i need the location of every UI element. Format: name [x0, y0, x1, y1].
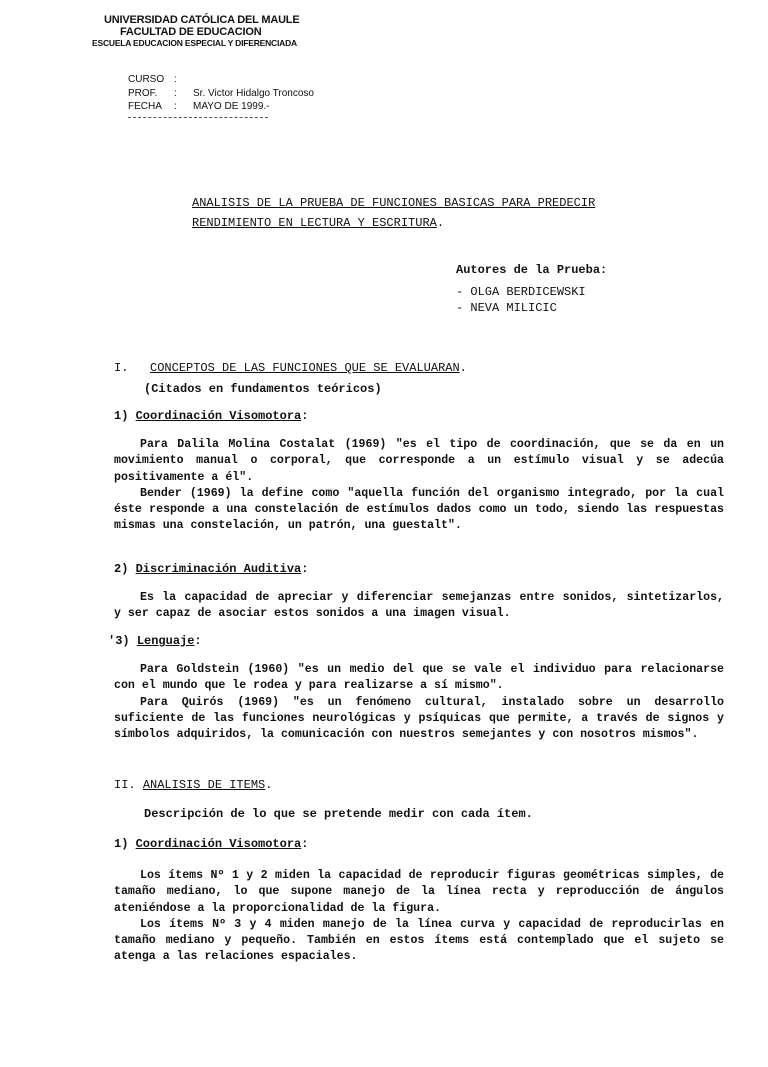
s2-item1-number: 1) — [114, 837, 129, 851]
section-2-heading — [114, 778, 272, 792]
s1-item2-title: Discriminación Auditiva — [135, 562, 302, 576]
s1-item3-heading — [108, 634, 202, 648]
s2-item1-title: Coordinación Visomotora — [135, 837, 302, 851]
section-1-heading — [114, 361, 467, 375]
section-2-title-end: . — [265, 778, 273, 792]
meta-divider — [128, 117, 268, 118]
s1-item1-number: 1) — [114, 409, 129, 423]
s2-item1-body — [114, 868, 724, 966]
s2-item1-colon: : — [301, 837, 309, 851]
s1-item2-body — [114, 590, 724, 623]
s1-item1-colon: : — [301, 409, 309, 423]
section-1-title-end: . — [459, 361, 467, 375]
s2-item1-p2: Los ítems Nº 3 y 4 miden manejo de la línea curva y capacidad de reproducirlas en tamaño mediano y pequeño. También en estos ítems está contemplado que el sujeto se atenga a las relaciones espaciales. — [114, 917, 724, 964]
fecha-sep: : — [174, 101, 177, 112]
s1-item2-colon: : — [301, 562, 309, 576]
s1-item3-p2: Para Quirós (1969) "es un fenómeno cultural, instalado sobre un desarrollo suficiente de las funciones neurológicas y psíquicas que permite, a través de signos y símbolos adquiridos, la comunicación con nuestros semejantes y con nosotros mismos". — [114, 695, 724, 742]
author-2: - NEVA MILICIC — [456, 301, 557, 315]
s1-item2-heading — [114, 562, 308, 576]
s1-item3-colon: : — [194, 634, 202, 648]
s1-item1-heading — [114, 409, 308, 423]
s1-item2-p1: Es la capacidad de apreciar y diferenciar semejanzas entre sonidos, sintetizarlos, y ser capaz de asociar estos sonidos a una imagen visual. — [114, 591, 724, 621]
s1-item3-number: '3) — [108, 634, 130, 648]
s1-item3-body — [114, 662, 724, 743]
section-1-subtitle: (Citados en fundamentos teóricos) — [144, 382, 382, 396]
author-1: - OLGA BERDICEWSKI — [456, 285, 586, 299]
section-2-title: ANALISIS DE ITEMS — [142, 778, 266, 792]
s1-item3-title: Lenguaje — [136, 634, 195, 648]
section-1-title: CONCEPTOS DE LAS FUNCIONES QUE SE EVALUARAN — [150, 361, 460, 375]
s1-item1-title: Coordinación Visomotora — [135, 409, 302, 423]
fecha-value: MAYO DE 1999.- — [193, 101, 270, 112]
s2-item1-heading — [114, 837, 308, 851]
prof-label: PROF. — [128, 88, 158, 99]
section-2-number: II. — [114, 778, 136, 792]
title-line1-text: ANALISIS DE LA PRUEBA DE FUNCIONES BASICAS PARA PREDECIR — [192, 196, 596, 210]
curso-sep: : — [174, 74, 177, 85]
title-line2-end: . — [436, 216, 445, 230]
document-title-line1 — [192, 196, 595, 210]
s1-item3-p1: Para Goldstein (1960) "es un medio del que se vale el individuo para relacionarse con el mundo que le rodea y para realizarse a sí mismo". — [114, 663, 724, 693]
s2-item1-p1: Los ítems Nº 1 y 2 miden la capacidad de reproducir figuras geométricas simples, de tamaño mediano, lo que supone manejo de la línea recta y reproducción de ángulos ateniéndose a la proporcionalidad de la figura. — [114, 869, 724, 915]
title-line2-text: RENDIMIENTO EN LECTURA Y ESCRITURA — [192, 216, 437, 230]
s1-item1-body — [114, 437, 724, 535]
university-name: UNIVERSIDAD CATÓLICA DEL MAULE — [104, 14, 300, 26]
s1-item1-p1: Para Dalila Molina Costalat (1969) "es el tipo de coordinación, que se da en un movimiento manual o corporal, que corresponde a un estímulo visual y se adecúa positivamente a él". — [114, 438, 724, 484]
prof-sep: : — [174, 88, 177, 99]
authors-heading: Autores de la Prueba: — [456, 263, 608, 277]
curso-label: CURSO — [128, 74, 165, 85]
school-name: ESCUELA EDUCACION ESPECIAL Y DIFERENCIADA — [92, 38, 297, 48]
s1-item1-p2: Bender (1969) la define como "aquella función del organismo integrado, por la cual éste responde a una constelación de estímulos dados como un todo, siendo las respuestas mismas una constelación, un patrón, una guestalt". — [114, 486, 724, 533]
section-2-subtitle: Descripción de lo que se pretende medir con cada ítem. — [144, 807, 533, 821]
faculty-name: FACULTAD DE EDUCACION — [120, 26, 262, 38]
prof-value: Sr. Victor Hidalgo Troncoso — [193, 88, 314, 99]
fecha-label: FECHA — [128, 101, 162, 112]
s1-item2-number: 2) — [114, 562, 129, 576]
section-1-number: I. — [114, 361, 129, 375]
document-title-line2 — [192, 216, 444, 230]
